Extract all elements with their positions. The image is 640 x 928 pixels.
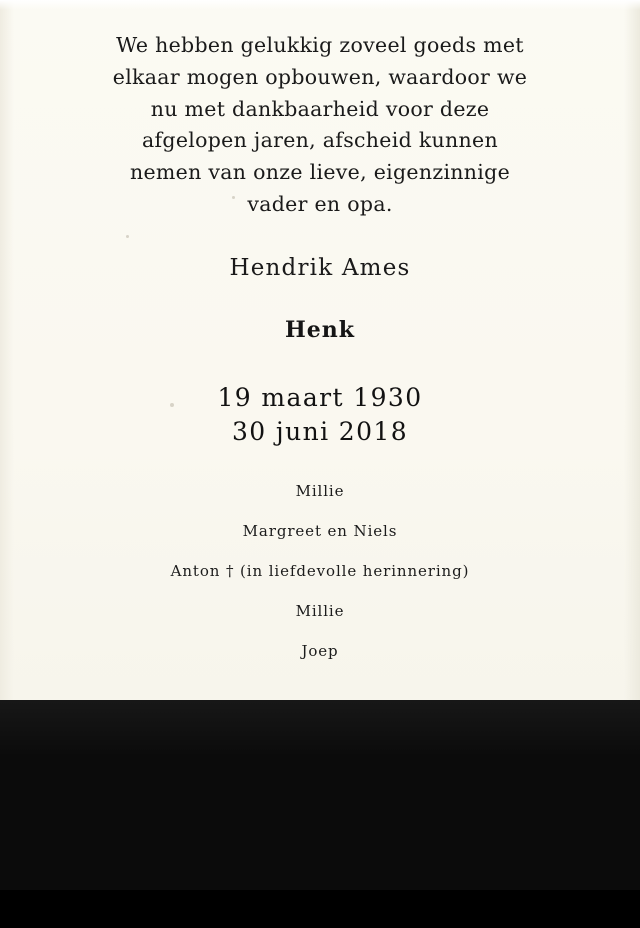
deceased-nickname: Henk	[284, 316, 356, 343]
memorial-message-line: We hebben gelukkig zoveel goeds met	[116, 33, 524, 57]
scan-black-band	[0, 700, 640, 890]
memorial-message-line: afgelopen jaren, afscheid kunnen	[142, 128, 498, 153]
birth-date: 19 maart 1930	[217, 382, 423, 412]
survivor-name: Anton † (in liefdevolle herinnering)	[170, 561, 470, 580]
survivor-name: Margreet en Niels	[242, 521, 398, 540]
memorial-message-line: nu met dankbaarheid voor deze	[150, 96, 490, 121]
survivors-list	[0, 450, 640, 684]
memorial-message	[0, 0, 640, 221]
life-dates	[0, 343, 640, 450]
memorial-message-line: elkaar mogen opbouwen, waardoor we	[112, 64, 528, 89]
deceased-full-name: Hendrik Ames	[229, 254, 411, 281]
memorial-message-line: vader en opa.	[247, 191, 393, 216]
survivor-name: Millie	[295, 601, 345, 620]
survivor-name: Millie	[295, 481, 345, 500]
scan-black-band-lower	[0, 890, 640, 928]
death-date: 30 juni 2018	[231, 417, 409, 447]
survivor-name: Joep	[301, 641, 339, 660]
memorial-message-line: nemen van onze lieve, eigenzinnige	[129, 160, 511, 185]
